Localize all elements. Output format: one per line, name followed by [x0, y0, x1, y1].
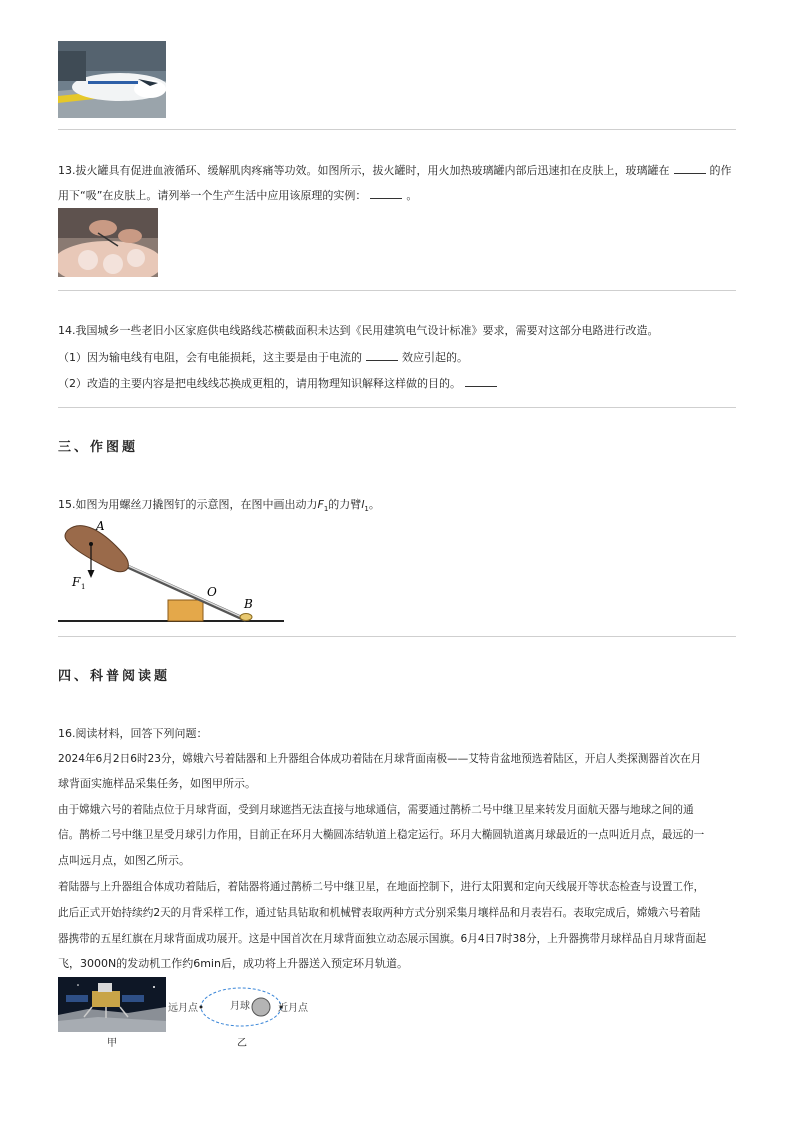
orbit-diagram [166, 982, 316, 1032]
q13-line2 [58, 187, 417, 204]
fulcrum-block [168, 600, 203, 621]
q14-sub1 [58, 349, 468, 366]
q14-blank2[interactable] [465, 375, 497, 387]
q13-blank2[interactable] [370, 187, 402, 199]
q15-text-a: 15.如图为用螺丝刀撬图钉的示意图，在图中画出动力 [58, 498, 318, 511]
q14-sub2-text: （2）改造的主要内容是把电线线芯换成更粗的，请用物理知识解释这样做的目的。 [58, 377, 461, 390]
lander-photo [58, 977, 166, 1032]
divider [58, 636, 736, 637]
moon-label: 月球 [230, 1001, 250, 1012]
label-b: B [244, 597, 253, 611]
q15-text-b: 的力臂 [328, 498, 362, 511]
q16-p2-l3: 点叫远月点，如图乙所示。 [58, 854, 190, 867]
q16-p2-l2: 信。鹊桥二号中继卫星受月球引力作用，目前正在环月大椭圆冻结轨道上稳定运行。环月大椭圆轨道离月球最近的一点叫近月点，最远的一 [58, 829, 705, 841]
q15-f-sub: 1 [323, 505, 329, 514]
q16-p1-l2: 球背面实施样品采集任务，如图甲所示。 [58, 777, 256, 790]
far-point-label: 远月点 [168, 1003, 198, 1014]
q13-text3: 用下“吸”在皮肤上。请列举一个生产生活中应用该原理的实例： [58, 189, 367, 202]
cupping-photo [58, 208, 158, 277]
figure-jia-caption: 甲 [107, 1038, 117, 1049]
q16-intro: 16.阅读材料，回答下列问题： [58, 727, 208, 740]
q13-text2: 的作 [709, 164, 732, 177]
q15-l-sub: 1 [364, 505, 369, 514]
q16-p3-l2: 此后正式开始持续约2天的月背采样工作，通过钻具钻取和机械臂表取两种方式分别采集月壤样品和月表岩石。表取完成后，嫦娥六号着陆 [58, 907, 701, 919]
label-f: F [72, 575, 81, 589]
screwdriver-diagram [58, 516, 290, 628]
divider [58, 129, 736, 130]
label-a: A [96, 519, 105, 533]
figure-yi-caption: 乙 [237, 1038, 247, 1049]
divider [58, 407, 736, 408]
q14-stem: 14.我国城乡一些老旧小区家庭供电线路线芯横截面积未达到《民用建筑电气设计标准》要求，需要对这部分电路进行改造。 [58, 324, 659, 337]
q14-sub1-b: 效应引起的。 [402, 351, 468, 364]
section-4-title: 四、科普阅读题 [58, 669, 171, 684]
train-photo [58, 41, 166, 118]
section-3-title: 三、作图题 [58, 440, 139, 455]
q16-p1-l1: 2024年6月2日6时23分，嫦娥六号着陆器和上升器组合体成功着陆在月球背面南极——艾特肯盆地预选着陆区，开启人类探测器首次在月 [58, 753, 702, 765]
label-f-sub: 1 [81, 583, 86, 591]
q16-p3-l3: 器携带的五星红旗在月球背面成功展开。这是中国首次在月球背面独立动态展示国旗。6月4日7时38分，上升器携带月球样品自月球背面起 [58, 933, 707, 945]
q13-text1: 13.拔火罐具有促进血液循环、缓解肌肉疼痛等功效。如图所示，拔火罐时，用火加热玻璃罐内部后迅速扣在皮肤上，玻璃罐在 [58, 164, 670, 177]
q13-line1 [58, 162, 732, 179]
divider [58, 290, 736, 291]
moon-icon [252, 998, 270, 1016]
label-o: O [207, 585, 217, 599]
q15-l-symbol: l [361, 498, 365, 511]
q13-blank1[interactable] [674, 162, 706, 174]
near-point-label: 近月点 [278, 1003, 308, 1014]
q14-blank1[interactable] [366, 349, 398, 361]
q16-p3-l1: 着陆器与上升器组合体成功着陆后，着陆器将通过鹊桥二号中继卫星，在地面控制下，进行太阳翼和定向天线展开等状态检查与设置工作， [58, 881, 705, 893]
q15-stem [58, 497, 380, 517]
q14-sub2 [58, 375, 501, 392]
q14-sub1-a: （1）因为输电线有电阻，会有电能损耗，这主要是由于电流的 [58, 351, 362, 364]
q16-p2-l1: 由于嫦娥六号的着陆点位于月球背面，受到月球遮挡无法直接与地球通信，需要通过鹊桥二号中继卫星来转发月面航天器与地球之间的通 [58, 804, 694, 816]
q15-f-symbol: F [317, 498, 324, 511]
thumbtack [240, 614, 252, 621]
q13-text4: 。 [406, 189, 418, 202]
q16-p3-l4: 飞，3000N的发动机工作约6min后，成功将上升器送入预定环月轨道。 [58, 957, 408, 970]
q15-text-c: 。 [368, 498, 380, 511]
